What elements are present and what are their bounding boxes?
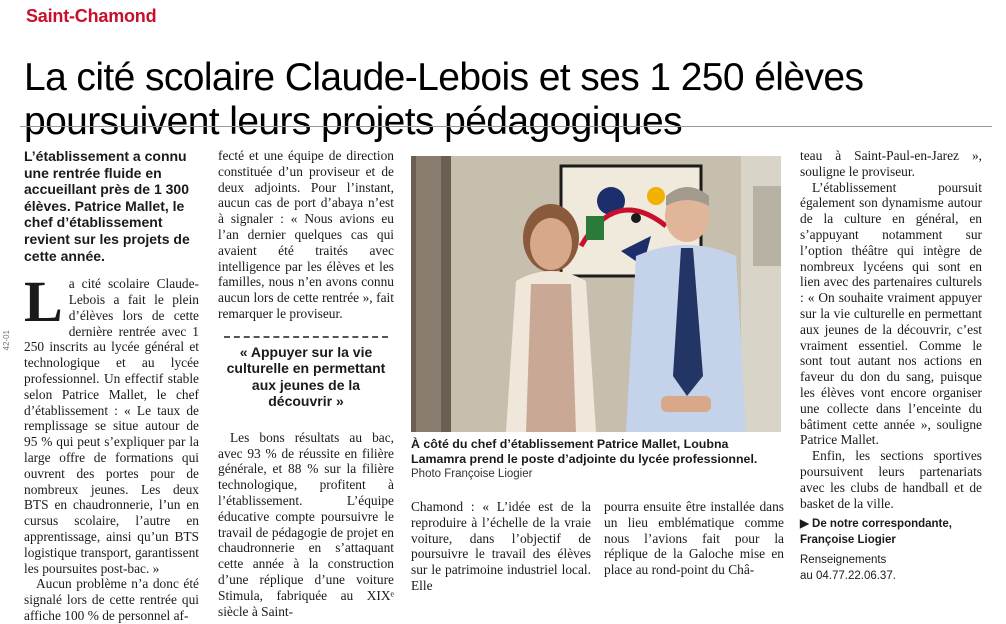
col2-paragraph-2: Les bons résultats au bac, avec 93 % de réussite en filière générale, et 88 % sur la filière technologique, profitent à l’établissement. L’équipe éducative compte poursuivre le travail de pédagogie de projet en chaudronnerie en s’attaquant cette année à la construction d’une réplique d’une voiture Stimula, fabriquée au XIXᵉ siècle à Saint- [218, 429, 394, 619]
col5-paragraph-3: Enfin, les sections sportives poursuivent leurs partenariats avec les clubs de handball et de basket de la ville. [800, 448, 982, 511]
col1-paragraph-1-text: a cité scolaire Claude-Lebois a fait le plein d’élèves lors de cette dernière rentrée avec 1 250 inscrits au lycée général et technologique et au lycée professionnel. Un effectif stable selon Patrice Mallet, le chef d’établissement : « Le taux de remplissage se situe autour de 95 % qui peut s’expliquer par la large offre de formations qui ouvrent des portes pour de nombreux jeunes. Les deux BTS en chaudronnerie, l’un en cursus scolaire, l’autre en apprentissage, ainsi qu’un BTS logistique transport, garantissent les poursuites post-bac. » [24, 276, 199, 576]
byline-label: ▶ De notre correspondante, [800, 518, 952, 531]
info-label: Renseignements [800, 553, 887, 566]
col4-paragraph-1: pourra ensuite être installée dans un lieu emblématique comme nous l’avions fait pour la réplique de la Galoche mise en place au rond-point du Châ- [604, 499, 784, 578]
article-chapo: L’établissement a connu une rentrée fluide en accueillant près de 1 300 élèves. Patrice Mallet, le chef d’établissement revient sur les projets de cette année. [24, 148, 190, 264]
column-3 [411, 499, 591, 594]
caption-text: À côté du chef d’établissement Patrice Mallet, Loubna Lamamra prend le poste d’adjointe du lycée professionnel. [411, 437, 758, 466]
pull-quote: « Appuyer sur la vie culturelle en permettant aux jeunes de la découvrir » [224, 336, 388, 416]
col2-paragraph-1: fecté et une équipe de direction constituée d’un proviseur et de deux adjoints. Pour l’instant, aucun cas de port d’abaya n’est à signaler : « Nous avions eu l’an dernier quelques cas qui avaient été traités avec intelligence par les élèves et les familles, nous n’en avons connu aucun lors de cette rentrée », fait remarquer le proviseur. [218, 148, 394, 321]
article-photo [411, 156, 781, 432]
column-4 [604, 499, 784, 578]
photo-illustration [411, 156, 781, 432]
section-kicker: Saint-Chamond [26, 6, 157, 26]
edge-page-note: 42-01 [2, 330, 11, 351]
col3-paragraph-1: Chamond : « L’idée est de la reproduire à l’échelle de la vraie voiture, dans l’objectif de poursuivre le travail des élèves sur le patrimoine industriel local. Elle [411, 499, 591, 593]
dropcap: L [24, 269, 63, 335]
column-1 [24, 148, 199, 624]
column-2 [218, 148, 394, 619]
byline-name: Françoise Liogier [800, 534, 896, 547]
col5-paragraph-2: L’établissement poursuit également son dynamisme autour de la culture en général, en s’appuyant notamment sur l’option théâtre qui intègre de nombreux lycéens qui sont en lien avec des partenaires culturels : « On souhaite vraiment appuyer sur la vie culturelle en permettant aux jeunes de la découvrir, c’est vraiment essentiel. Comme le sont tout autant nos actions en faveur du don du sang, puisque les élèves vont encore organiser une collecte dans l’enceinte du bâtiment cette année », souligne Patrice Mallet. [800, 179, 982, 448]
col5-paragraph-1: teau à Saint-Paul-en-Jarez », souligne le proviseur. [800, 148, 982, 179]
header-rule [20, 126, 992, 127]
article-headline: La cité scolaire Claude-Lebois et ses 1 250 élèves poursuivent leurs projets pédagogiques [24, 56, 864, 144]
photo-caption [411, 437, 785, 482]
info-phone: au 04.77.22.06.37. [800, 569, 896, 582]
column-5 [800, 148, 982, 585]
col1-paragraph-2: Aucun problème n’a donc été signalé lors de cette rentrée qui affiche 100 % de personnel af- [24, 576, 199, 623]
photo-credit: Photo Françoise Liogier [411, 468, 533, 480]
col1-paragraph-1 [24, 269, 199, 576]
